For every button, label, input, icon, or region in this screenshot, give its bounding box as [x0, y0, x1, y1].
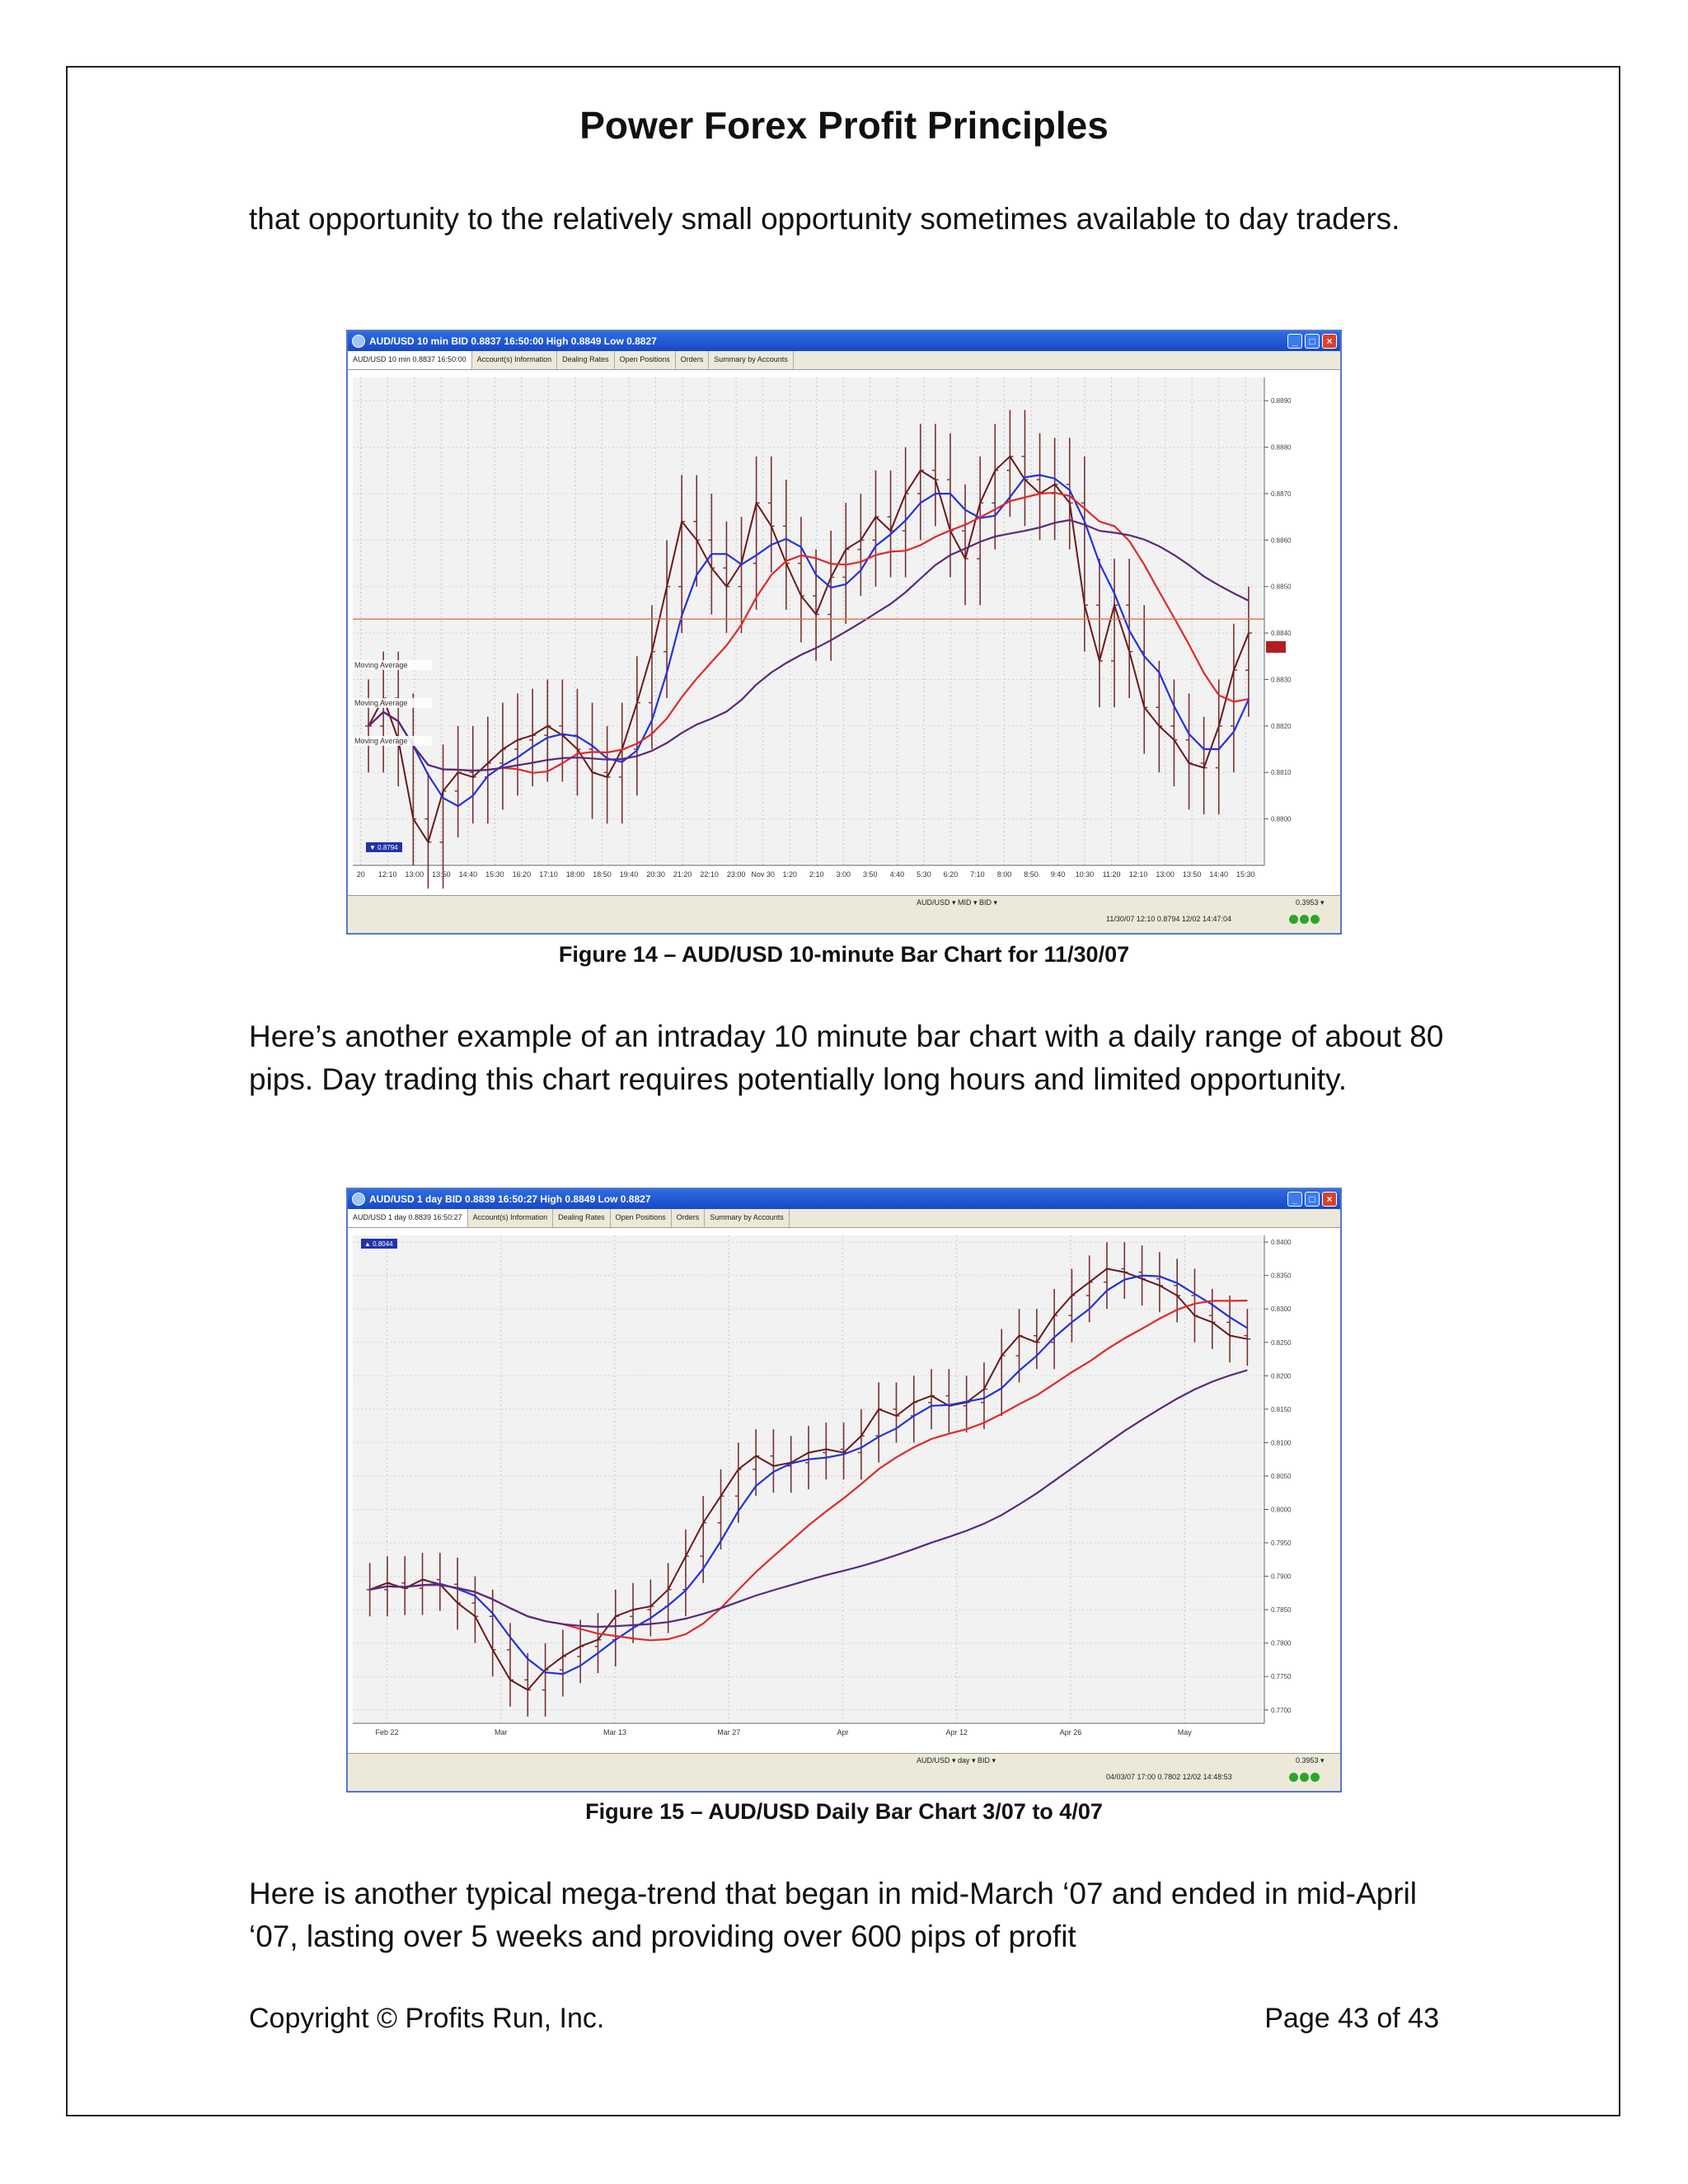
- tab-summary-by-accounts[interactable]: Summary by Accounts: [705, 1209, 790, 1227]
- figure-14-caption: Figure 14 – AUD/USD 10-minute Bar Chart for 11/30/07: [558, 942, 1130, 967]
- y-tick-label: 0.8250: [1271, 1338, 1292, 1347]
- y-tick-label: 0.7750: [1271, 1673, 1292, 1681]
- minimize-icon[interactable]: _: [1287, 1192, 1302, 1207]
- x-tick-label: May: [1177, 1728, 1192, 1736]
- indicator-label: Moving Average: [354, 661, 408, 669]
- x-tick-label: Apr: [837, 1728, 849, 1736]
- figure-14-screenshot: [346, 330, 1342, 935]
- paragraph-1: that opportunity to the relatively small opportunity sometimes available to day traders.: [249, 202, 1400, 236]
- tab-open-positions[interactable]: Open Positions: [615, 351, 676, 369]
- x-tick-label: 13:50: [1182, 870, 1202, 879]
- x-tick-label: 12:10: [378, 870, 397, 879]
- app-icon: [352, 1193, 365, 1206]
- y-tick-label: 0.8880: [1271, 443, 1292, 452]
- y-tick-label: 0.8860: [1271, 537, 1292, 545]
- x-tick-label: Nov 30: [751, 870, 775, 879]
- footer-page-number: Page 43 of 43: [1264, 2003, 1439, 2034]
- x-tick-label: 6:20: [943, 870, 959, 879]
- status-time: 11/30/07 12:10 0.8794 12/02 14:47:04: [1106, 915, 1231, 923]
- x-tick-label: Feb 22: [375, 1728, 399, 1736]
- y-tick-label: 0.7900: [1271, 1572, 1292, 1581]
- y-tick-label: 0.8000: [1271, 1506, 1292, 1514]
- y-tick-label: 0.8400: [1271, 1239, 1292, 1247]
- y-tick-label: 0.8850: [1271, 583, 1292, 591]
- tab-dealing-rates[interactable]: Dealing Rates: [557, 351, 615, 369]
- x-tick-label: Mar: [494, 1728, 508, 1736]
- x-tick-label: 17:10: [539, 870, 558, 879]
- price-badge-text: ▲ 0.8044: [364, 1240, 393, 1248]
- connection-status-icon: [1287, 1773, 1320, 1782]
- current-price-marker: [1266, 641, 1286, 653]
- x-tick-label: Apr 12: [945, 1728, 968, 1736]
- y-tick-label: 0.8840: [1271, 630, 1292, 638]
- chart-10min-plot: [351, 371, 1339, 892]
- y-tick-label: 0.8890: [1271, 397, 1292, 405]
- x-tick-label: 13:00: [1156, 870, 1175, 879]
- x-tick-label: Mar 13: [603, 1728, 626, 1736]
- x-tick-label: 22:10: [700, 870, 719, 879]
- y-tick-label: 0.8800: [1271, 815, 1292, 823]
- y-tick-label: 0.8050: [1271, 1472, 1292, 1480]
- indicator-label: Moving Average: [354, 699, 408, 707]
- y-tick-label: 0.8820: [1271, 722, 1292, 730]
- x-tick-label: 11:20: [1102, 870, 1121, 879]
- x-tick-label: 14:40: [1209, 870, 1228, 879]
- x-tick-label: 8:50: [1024, 870, 1039, 879]
- tab-account-information[interactable]: Account(s) Information: [468, 1209, 554, 1227]
- y-tick-label: 0.8300: [1271, 1305, 1292, 1314]
- zoom-selector[interactable]: 0.3953 ▾: [1296, 898, 1325, 907]
- tab-bar: [348, 351, 1340, 370]
- x-tick-label: 21:20: [673, 870, 692, 879]
- maximize-icon[interactable]: □: [1305, 334, 1320, 349]
- x-tick-label: 7:10: [970, 870, 985, 879]
- tab-open-positions[interactable]: Open Positions: [611, 1209, 672, 1227]
- x-tick-label: 8:00: [996, 870, 1012, 879]
- figure-15-screenshot: [346, 1188, 1342, 1793]
- indicator-label: Moving Average: [354, 737, 408, 745]
- x-tick-label: 16:20: [512, 870, 532, 879]
- x-tick-label: 13:50: [432, 870, 451, 879]
- y-tick-label: 0.8830: [1271, 676, 1292, 684]
- tab-summary-by-accounts[interactable]: Summary by Accounts: [709, 351, 794, 369]
- paragraph-3: Here is another typical mega-trend that began in mid-March ‘07 and ended in mid-April ‘07, lasting over 5 weeks and providing over 600 pips of profit: [249, 1877, 1418, 1953]
- x-tick-label: 12:10: [1128, 870, 1148, 879]
- window-titlebar: [348, 1189, 1340, 1209]
- x-tick-label: 10:30: [1075, 870, 1095, 879]
- window-title: AUD/USD 1 day BID 0.8839 16:50:27 High 0.8849 Low 0.8827: [369, 1193, 651, 1205]
- x-tick-label: 3:50: [863, 870, 878, 879]
- x-tick-label: 2:10: [809, 870, 824, 879]
- x-tick-label: Mar 27: [717, 1728, 741, 1736]
- window-title: AUD/USD 10 min BID 0.8837 16:50:00 High 0.8849 Low 0.8827: [369, 335, 657, 347]
- close-icon[interactable]: ×: [1322, 334, 1337, 349]
- y-tick-label: 0.8200: [1271, 1372, 1292, 1380]
- x-tick-label: 18:00: [565, 870, 585, 879]
- window-titlebar: [348, 331, 1340, 351]
- x-tick-label: 20: [356, 870, 365, 879]
- x-tick-label: 3:00: [836, 870, 851, 879]
- tab-chart[interactable]: AUD/USD 1 day 0.8839 16:50:27: [348, 1209, 468, 1227]
- tab-orders[interactable]: Orders: [676, 351, 710, 369]
- x-tick-label: 5:30: [917, 870, 931, 879]
- y-tick-label: 0.8150: [1271, 1405, 1292, 1413]
- page-title: Power Forex Profit Principles: [579, 104, 1109, 147]
- tab-dealing-rates[interactable]: Dealing Rates: [553, 1209, 611, 1227]
- close-icon[interactable]: ×: [1322, 1192, 1337, 1207]
- y-tick-label: 0.8100: [1271, 1439, 1292, 1447]
- y-tick-label: 0.8810: [1271, 769, 1292, 777]
- x-tick-label: 1:20: [782, 870, 797, 879]
- x-tick-label: 23:00: [726, 870, 746, 879]
- maximize-icon[interactable]: □: [1305, 1192, 1320, 1207]
- tab-chart[interactable]: AUD/USD 10 min 0.8837 16:50:00: [348, 351, 472, 369]
- x-tick-label: 15:30: [1236, 870, 1255, 879]
- app-icon: [352, 335, 365, 348]
- symbol-selector[interactable]: AUD/USD ▾ day ▾ BID ▾: [917, 1756, 996, 1765]
- x-tick-label: 14:40: [458, 870, 478, 879]
- y-tick-label: 0.7850: [1271, 1606, 1292, 1615]
- plot-area: [353, 377, 1264, 865]
- tab-account-information[interactable]: Account(s) Information: [472, 351, 558, 369]
- minimize-icon[interactable]: _: [1287, 334, 1302, 349]
- x-tick-label: 4:40: [889, 870, 905, 879]
- status-time: 04/03/07 17:00 0.7802 12/02 14:48:53: [1106, 1773, 1232, 1781]
- x-tick-label: 15:30: [485, 870, 504, 879]
- symbol-selector[interactable]: AUD/USD ▾ MID ▾ BID ▾: [917, 898, 998, 907]
- x-tick-label: 13:00: [405, 870, 424, 879]
- y-tick-label: 0.8870: [1271, 490, 1292, 498]
- x-tick-label: Apr 26: [1059, 1728, 1082, 1736]
- y-tick-label: 0.7800: [1271, 1639, 1292, 1647]
- paragraph-2: Here’s another example of an intraday 10 minute bar chart with a daily range of about 80 pips. Day trading this chart requires potentially long hours and limited opportunity.: [249, 1019, 1444, 1096]
- chart-daily-plot: [351, 1229, 1339, 1750]
- chart-statusbar: [348, 895, 1340, 934]
- x-tick-label: 20:30: [646, 870, 665, 879]
- y-tick-label: 0.7700: [1271, 1706, 1292, 1714]
- footer-copyright: Copyright © Profits Run, Inc.: [249, 2003, 605, 2034]
- x-tick-label: 9:40: [1050, 870, 1066, 879]
- tab-bar: [348, 1209, 1340, 1228]
- zoom-selector[interactable]: 0.3953 ▾: [1296, 1756, 1325, 1765]
- chart-statusbar: [348, 1753, 1340, 1792]
- x-tick-label: 19:40: [619, 870, 639, 879]
- connection-status-icon: [1287, 915, 1320, 924]
- figure-15-caption: Figure 15 – AUD/USD Daily Bar Chart 3/07 to 4/07: [585, 1799, 1103, 1824]
- x-tick-label: 18:50: [593, 870, 612, 879]
- price-badge-text: ▼ 0.8794: [369, 844, 398, 851]
- y-tick-label: 0.8350: [1271, 1272, 1292, 1280]
- y-tick-label: 0.7950: [1271, 1540, 1292, 1548]
- tab-orders[interactable]: Orders: [672, 1209, 706, 1227]
